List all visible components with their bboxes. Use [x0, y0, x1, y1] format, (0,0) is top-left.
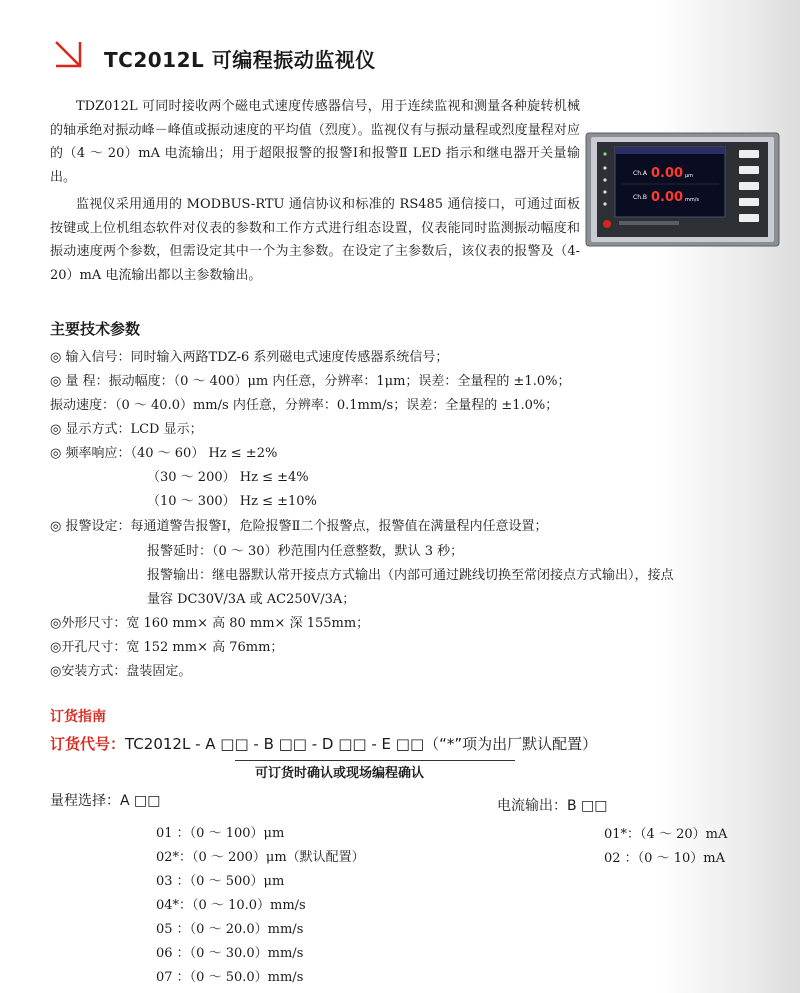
order-code-row: [50, 733, 597, 754]
spec-freq-2: （30 ～ 200） Hz ≤ ±4%: [147, 470, 309, 485]
intro-paragraph-1: TDZ012L 可同时接收两个磁电式速度传感器信号，用于连续监视和测量各种旋转机械的轴承绝对振动峰－峰值或振动速度的平均值（烈度）。监视仪有与振动量程或烈度量程对应的（4 ～ 20）mA 电流输出；用于超限报警的报警Ⅰ和报警Ⅱ LED 指示和继电器开关量输出。: [50, 99, 580, 185]
page-title: TC2012L 可编程振动监视仪: [104, 48, 376, 72]
current-option: 02 ：（0 ～ 10）mA: [604, 851, 725, 866]
spec-alarm-capacity: 量容 DC30V/3A 或 AC250V/3A；: [147, 592, 356, 607]
spec-alarm-output: 报警输出：继电器默认常开接点方式输出（内部可通过跳线切换至常闭接点方式输出），接点: [147, 568, 674, 583]
order-code-label: 订货代号：: [50, 735, 126, 753]
spec-outer-size: ◎外形尺寸：宽 160 mm× 高 80 mm× 深 155mm；: [50, 616, 370, 631]
order-code-value: TC2012L - A □□ - B □□ - D □□ - E □□（“*”项为出厂默认配置）: [125, 735, 598, 753]
spec-cutout-size: ◎开孔尺寸：宽 152 mm× 高 76mm；: [50, 640, 284, 655]
device-unit-b: mm/s: [685, 197, 700, 203]
range-selection-title: 量程选择：A □□: [50, 793, 161, 809]
device-value-b: 0.00: [651, 190, 684, 205]
spec-freq-3: （10 ～ 300） Hz ≤ ±10%: [147, 494, 317, 509]
range-option: 06 ：（0 ～ 30.0）mm/s: [156, 946, 304, 961]
spec-alarm-delay: 报警延时：（0 ～ 30）秒范围内任意整数，默认 3 秒；: [147, 544, 464, 559]
order-note: 可订货时确认或现场编程确认: [255, 766, 425, 781]
device-unit-a: μm: [685, 173, 694, 179]
spec-freq-1: ◎ 频率响应：（40 ～ 60） Hz ≤ ±2%: [50, 446, 278, 461]
spec-display: ◎ 显示方式：LCD 显示；: [50, 422, 203, 437]
device-channel-a: Ch.A: [633, 170, 648, 177]
range-option: 02*：（0 ～ 200）μm（默认配置）: [156, 850, 365, 865]
device-channel-b: Ch.B: [633, 194, 648, 201]
spec-mounting: ◎安装方式：盘装固定。: [50, 664, 192, 679]
red-arrow-icon: [52, 38, 86, 72]
range-option: 01 ：（0 ～ 100）μm: [156, 826, 285, 841]
order-code-underline: [235, 760, 515, 761]
specs-heading: 主要技术参数: [50, 320, 141, 338]
spec-range: ◎ 量 程：振动幅度：（0 ～ 400）μm 内任意，分辨率：1μm；误差：全量程的 ±1.0%；: [50, 374, 571, 389]
device-value-a: 0.00: [651, 166, 684, 181]
range-option: 07 ：（0 ～ 50.0）mm/s: [156, 970, 304, 985]
spec-input-signal: ◎ 输入信号：同时输入两路TDZ-6 系列磁电式速度传感器系统信号；: [50, 350, 449, 365]
current-output-title: 电流输出：B □□: [497, 798, 608, 814]
current-option: 01*：（4 ～ 20）mA: [604, 827, 728, 842]
spec-speed: 振动速度：（0 ～ 40.0）mm/s 内任意，分辨率：0.1mm/s；误差：全量程的 ±1.0%；: [50, 398, 559, 413]
range-option: 05 ：（0 ～ 20.0）mm/s: [156, 922, 304, 937]
range-option: 03 ：（0 ～ 500）μm: [156, 874, 285, 889]
range-option: 04*：（0 ～ 10.0）mm/s: [156, 898, 306, 913]
device-image: [585, 132, 780, 247]
spec-alarm-setting: ◎ 报警设定：每通道警告报警Ⅰ，危险报警Ⅱ二个报警点，报警值在满量程内任意设置；: [50, 519, 548, 534]
order-heading: 订货指南: [50, 709, 106, 725]
intro-paragraph-2: 监视仪采用通用的 MODBUS-RTU 通信协议和标准的 RS485 通信接口，可通过面板按键或上位机组态软件对仪表的参数和工作方式进行组态设置，仪表能同时监测振动幅度和振动速度两个参数，但需设定其中一个为主参数。在设定了主参数后，该仪表的报警及（4-20）mA 电流输出都以主参数输出。: [50, 197, 580, 283]
